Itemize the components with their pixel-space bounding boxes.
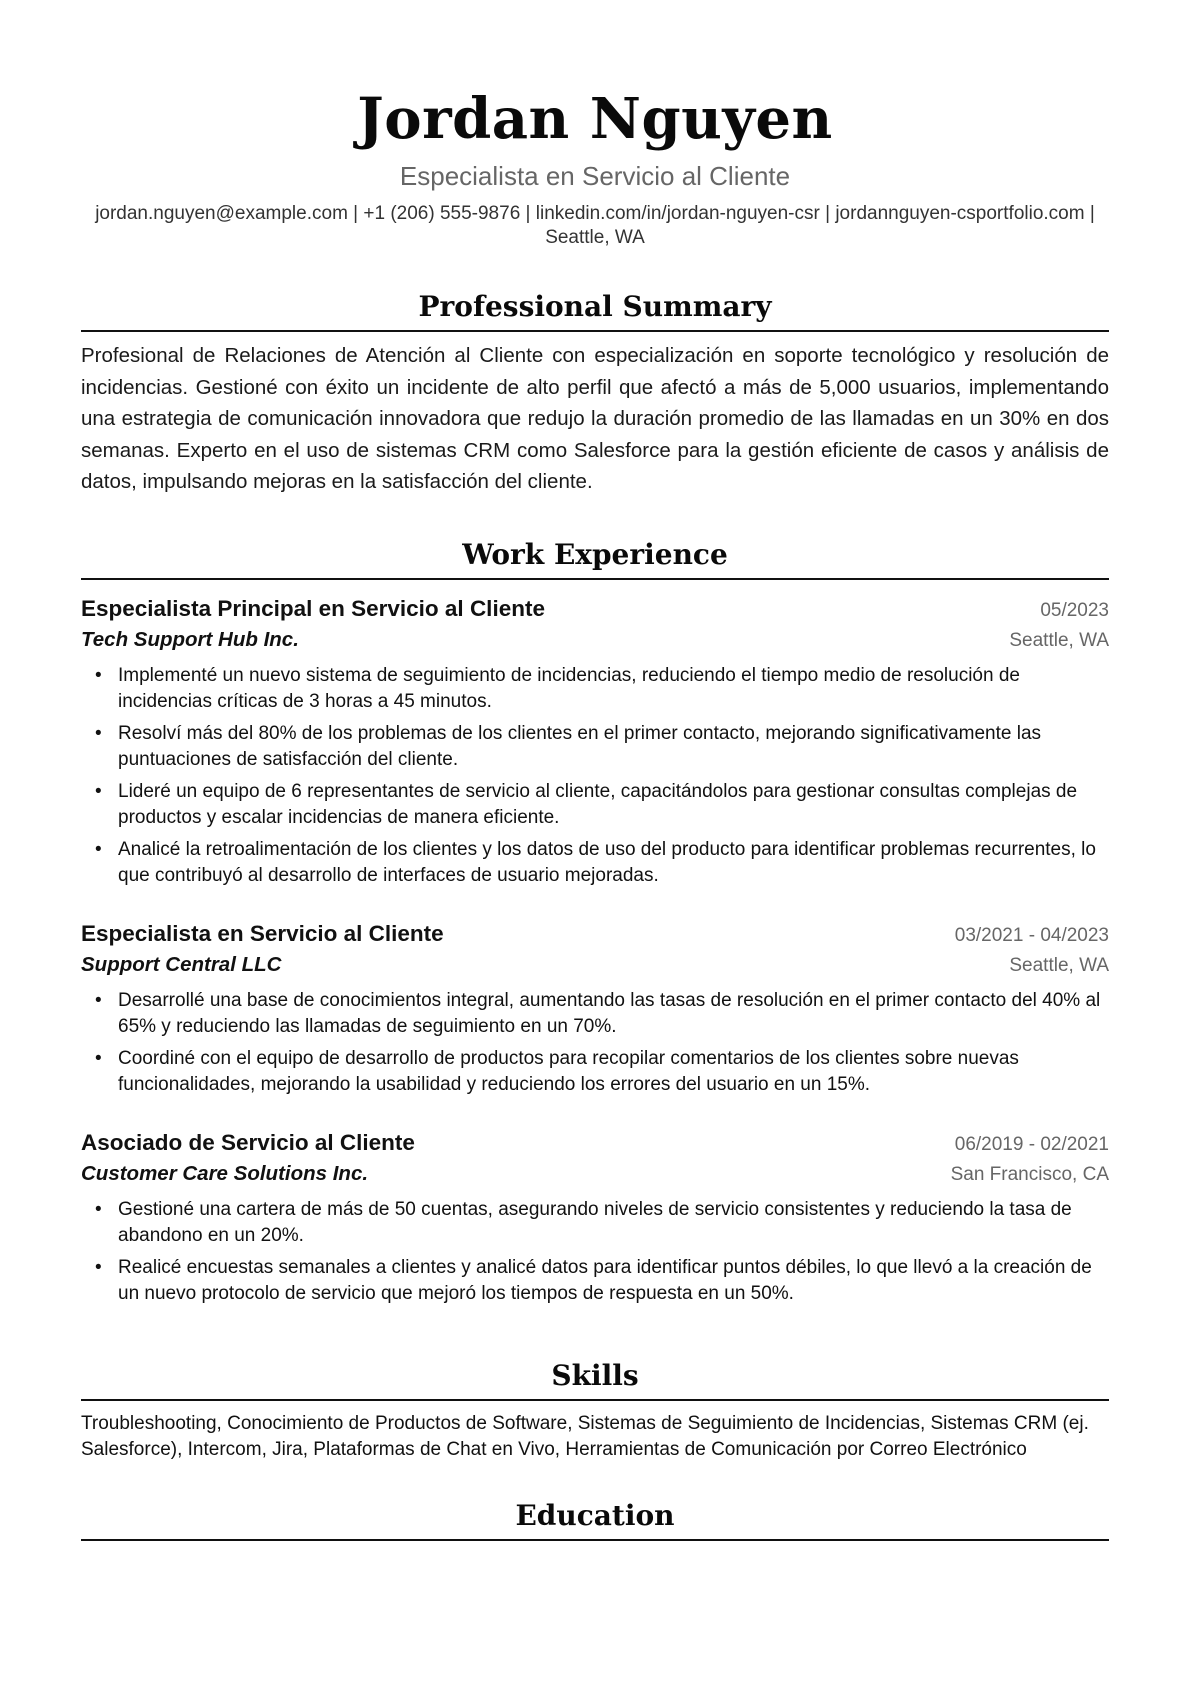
job-company: Support Central LLC — [81, 952, 282, 976]
candidate-title: Especialista en Servicio al Cliente — [399, 161, 791, 191]
skills-text: Troubleshooting, Conocimiento de Productos de Software, Sistemas de Seguimiento de Incidencias, Sistemas CRM (ej. Salesforce), Intercom, Jira, Plataformas de Chat en Vivo, Herramientas de Comunicación por Correo Electrónico — [81, 1412, 1089, 1460]
job-entry — [81, 594, 1109, 889]
job-company-row — [81, 1160, 1109, 1189]
job-title: Especialista Principal en Servicio al Cliente — [81, 595, 545, 621]
job-company: Customer Care Solutions Inc. — [81, 1161, 369, 1185]
job-bullet: • Coordiné con el equipo de desarrollo de productos para recopilar comentarios de los clientes sobre nuevas funcionalidades, mejorando la usabilidad y reduciendo los errores del usuario en un 15%. — [81, 1046, 1109, 1098]
job-date: 03/2021 - 04/2023 — [954, 924, 1109, 946]
job-bullets — [81, 1197, 1109, 1307]
job-title-row — [81, 1128, 1109, 1160]
job-bullet: • Lideré un equipo de 6 representantes de servicio al cliente, capacitándolos para gestionar consultas complejas de productos y escalar incidencias de manera eficiente. — [81, 779, 1109, 831]
job-entry — [81, 919, 1109, 1098]
candidate-name: Jordan Nguyen — [357, 86, 833, 152]
job-bullet: • Gestioné una cartera de más de 50 cuentas, asegurando niveles de servicio consistentes y reduciendo la tasa de abandono en un 20%. — [81, 1197, 1109, 1249]
job-location: Seattle, WA — [1009, 954, 1109, 976]
education-section — [81, 1499, 1109, 1541]
job-date: 06/2019 - 02/2021 — [954, 1133, 1109, 1155]
job-bullets — [81, 663, 1109, 889]
summary-section — [81, 290, 1109, 498]
skills-heading: Skills — [81, 1359, 1109, 1401]
job-date: 05/2023 — [1040, 599, 1109, 621]
job-bullet: • Desarrollé una base de conocimientos integral, aumentando las tasas de resolución en el primer contacto del 40% al 65% y reduciendo las llamadas de seguimiento en un 70%. — [81, 988, 1109, 1040]
job-bullet: • Resolví más del 80% de los problemas de los clientes en el primer contacto, mejorando significativamente las puntuaciones de satisfacción del cliente. — [81, 721, 1109, 773]
education-heading: Education — [81, 1499, 1109, 1541]
job-title-row — [81, 594, 1109, 626]
summary-heading: Professional Summary — [81, 290, 1109, 332]
job-title: Asociado de Servicio al Cliente — [81, 1129, 415, 1155]
job-location: Seattle, WA — [1009, 629, 1109, 651]
contact-line: jordan.nguyen@example.com | +1 (206) 555-9876 | linkedin.com/in/jordan-nguyen-csr | jordannguyen-csportfolio.com | Seattle, WA — [95, 203, 1095, 248]
experience-heading: Work Experience — [81, 538, 1109, 580]
job-title: Especialista en Servicio al Cliente — [81, 920, 444, 946]
job-bullet: • Realicé encuestas semanales a clientes y analicé datos para identificar puntos débiles, lo que llevó a la creación de un nuevo protocolo de servicio que mejoró los tiempos de respuesta en un 50%. — [81, 1255, 1109, 1307]
job-title-row — [81, 919, 1109, 951]
job-company: Tech Support Hub Inc. — [81, 627, 299, 651]
job-entry — [81, 1128, 1109, 1307]
job-company-row — [81, 951, 1109, 980]
job-bullet: • Implementé un nuevo sistema de seguimiento de incidencias, reduciendo el tiempo medio de resolución de incidencias críticas de 3 horas a 45 minutos. — [81, 663, 1109, 715]
summary-text: Profesional de Relaciones de Atención al Cliente con especialización en soporte tecnológico y resolución de incidencias. Gestioné con éxito un incidente de alto perfil que afectó a más de 5,000 usuarios, implementando una estrategia de comunicación innovadora que redujo la duración promedio de las llamadas en un 30% en dos semanas. Experto en el uso de sistemas CRM como Salesforce para la gestión eficiente de casos y análisis de datos, impulsando mejoras en la satisfacción del cliente. — [81, 344, 1109, 493]
resume-header — [81, 0, 1109, 250]
skills-section — [81, 1359, 1109, 1463]
experience-section — [81, 538, 1109, 1307]
job-bullets — [81, 988, 1109, 1098]
job-bullet: • Analicé la retroalimentación de los clientes y los datos de uso del producto para identificar problemas recurrentes, lo que contribuyó al desarrollo de interfaces de usuario mejoradas. — [81, 837, 1109, 889]
job-company-row — [81, 626, 1109, 655]
job-location: San Francisco, CA — [950, 1163, 1109, 1185]
